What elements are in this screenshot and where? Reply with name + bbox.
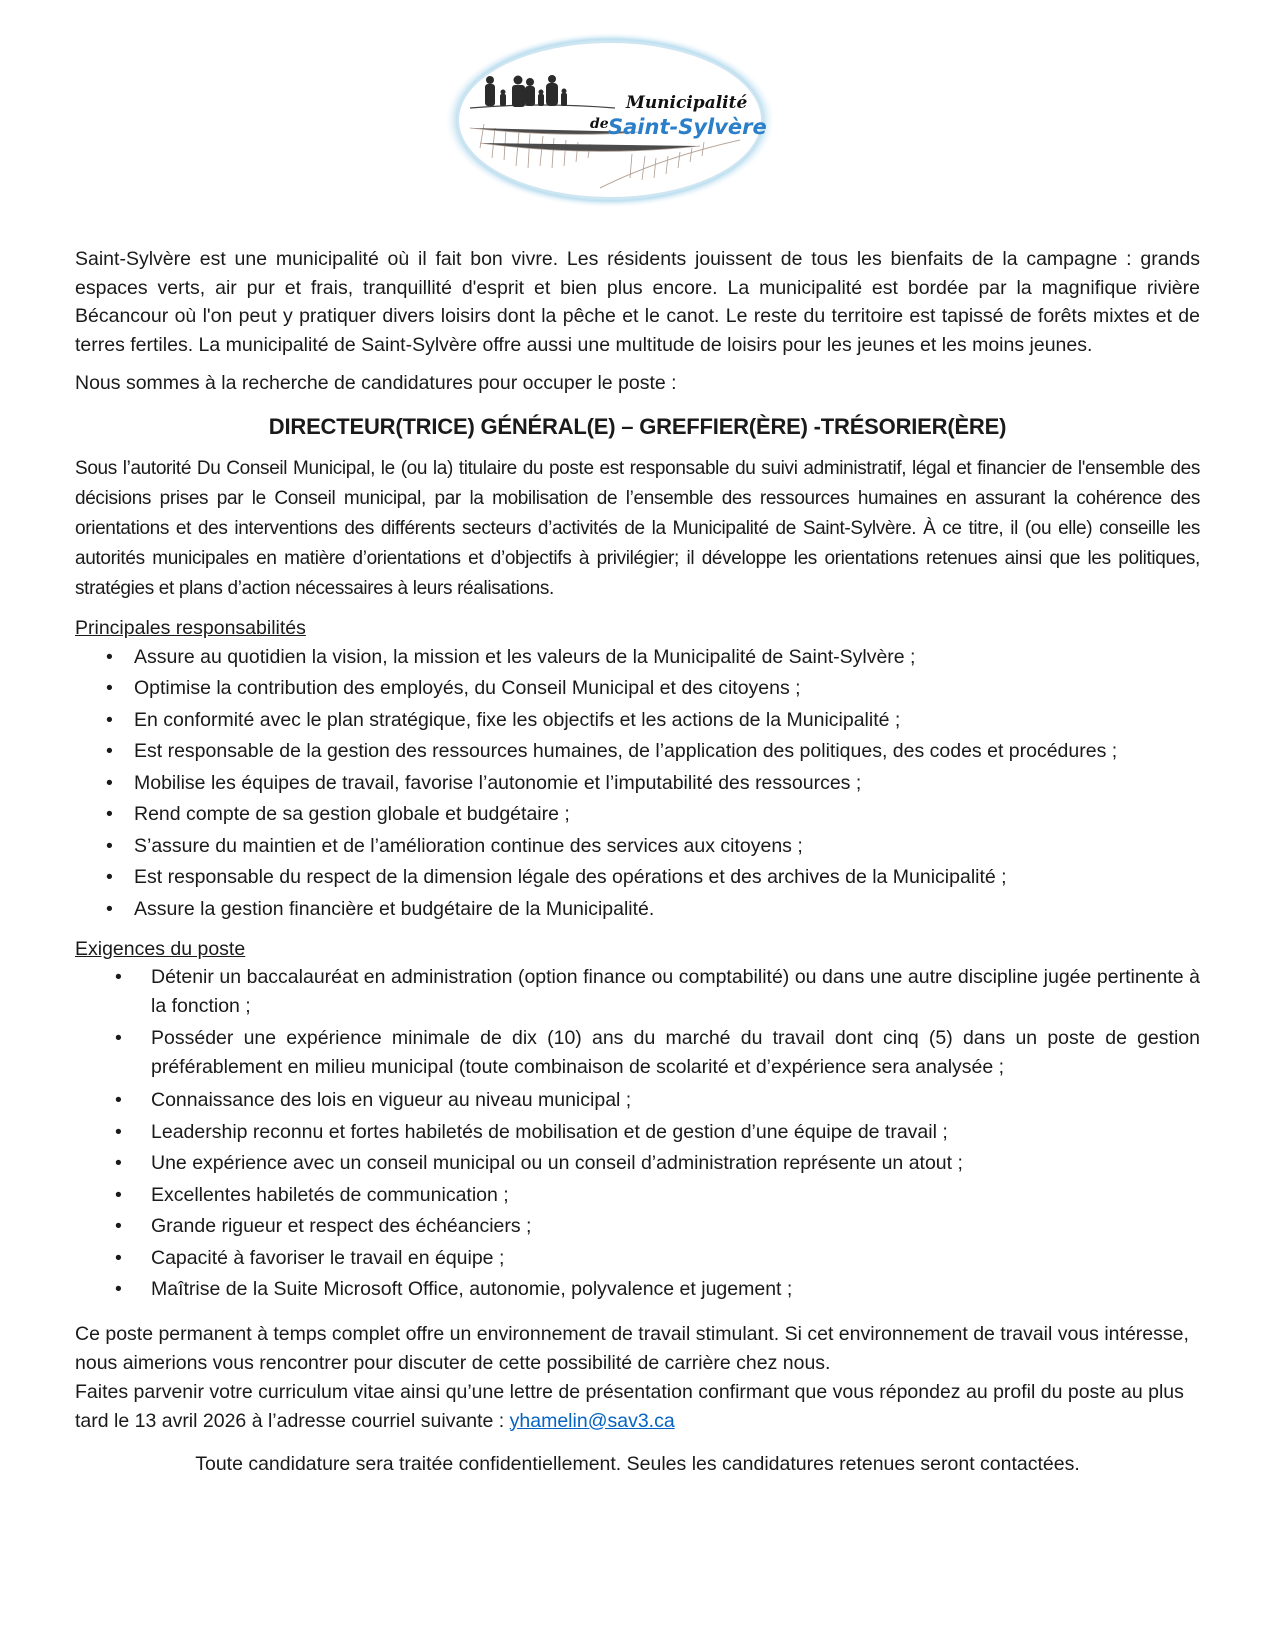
email-link[interactable]: yhamelin@sav3.ca — [509, 1409, 675, 1432]
bullet-icon: • — [115, 1246, 122, 1269]
list-item: • Est responsable du respect de la dimension légale des opérations et des archives de la Municipalité ; — [75, 862, 1200, 894]
bullet-icon: • — [106, 677, 113, 699]
list-item: • Est responsable de la gestion des ressources humaines, de l’application des politiques, des codes et procédures ; — [75, 736, 1200, 768]
bullet-icon: • — [115, 1183, 122, 1206]
application-instructions-text: Faites parvenir votre curriculum vitae ainsi qu’une lettre de présentation confirmant que vous répondez au profil du poste au plus tard le 13 avril 2026 à l’adresse courriel suivante : — [75, 1380, 1184, 1432]
bullet-icon: • — [106, 740, 113, 762]
list-item: • Une expérience avec un conseil municipal ou un conseil d’administration représente un atout ; — [75, 1148, 1200, 1180]
list-item: • S’assure du maintien et de l’amélioration continue des services aux citoyens ; — [75, 831, 1200, 863]
logo-de-text: de — [590, 116, 609, 132]
list-item: • Posséder une expérience minimale de dix (10) ans du marché du travail dont cinq (5) dans un poste de gestion préférablement en milieu municipal (toute combinaison de scolarité et d’expérience sera analysée ; — [75, 1024, 1200, 1082]
list-item: • En conformité avec le plan stratégique, fixe les objectifs et les actions de la Municipalité ; — [75, 705, 1200, 737]
list-item: • Mobilise les équipes de travail, favorise l’autonomie et l’imputabilité des ressources ; — [75, 768, 1200, 800]
bullet-icon: • — [106, 834, 113, 857]
list-item: • Capacité à favoriser le travail en équipe ; — [75, 1243, 1200, 1275]
bullet-icon: • — [115, 1278, 122, 1300]
bullet-icon: • — [115, 1089, 122, 1111]
lead-sentence: Nous sommes à la recherche de candidatures pour occuper le poste : — [75, 372, 677, 394]
bullet-icon: • — [106, 645, 113, 668]
bullet-icon: • — [106, 708, 113, 731]
logo-saint-sylvere-text: Saint-Sylvère — [608, 115, 767, 139]
list-item: • Rend compte de sa gestion globale et budgétaire ; — [75, 799, 1200, 831]
family-silhouette-field-logo-icon — [440, 28, 780, 213]
logo-municipalite-text: Municipalité — [626, 93, 748, 113]
responsibilities-list — [75, 642, 1200, 926]
responsibilities-heading: Principales responsabilités — [75, 616, 306, 639]
bullet-icon: • — [106, 771, 113, 794]
list-item: • Leadership reconnu et fortes habiletés de mobilisation et de gestion d’une équipe de travail ; — [75, 1117, 1200, 1149]
bullet-icon: • — [115, 1152, 122, 1174]
intro-paragraph: Saint-Sylvère est une municipalité où il fait bon vivre. Les résidents jouissent de tous les bienfaits de la campagne : grands espaces verts, air pur et frais, tranquillité d'esprit et bien plus encore. La municipalité est bordée par la magnifique rivière Bécancour où l'on peut y pratiquer divers loisirs dont la pêche et le canot. Le reste du territoire est tapissé de forêts mixtes et de terres fertiles. La municipalité de Saint-Sylvère offre aussi une multitude de loisirs pour les jeunes et les moins jeunes. — [75, 248, 1200, 356]
bullet-icon: • — [115, 1120, 122, 1143]
job-description: Sous l’autorité Du Conseil Municipal, le (ou la) titulaire du poste est responsable du suivi administratif, légal et financier de l'ensemble des décisions prises par le Conseil municipal, par la mobilisation de l’ensemble des ressources humaines en assurant la cohérence des orientations et des interventions des différents secteurs d’activités de la Municipalité de Saint-Sylvère. À ce titre, il (ou elle) conseille les autorités municipales en matière d’orientations et d’objectifs à privilégier; il développe les orientations retenues ainsi que les politiques, stratégies et plans d’action nécessaires à leurs réalisations. — [75, 457, 1200, 599]
list-item: • Détenir un baccalauréat en administration (option finance ou comptabilité) ou dans une autre discipline jugée pertinente à la fonction ; — [75, 963, 1200, 1021]
list-item: • Maîtrise de la Suite Microsoft Office, autonomie, polyvalence et jugement ; — [75, 1274, 1200, 1306]
closing-paragraph: Ce poste permanent à temps complet offre un environnement de travail stimulant. Si cet environnement de travail vous intéresse, nous aimerions vous rencontrer pour discuter de cette possibilité de carrière chez nous. — [75, 1322, 1189, 1374]
list-item: • Assure au quotidien la vision, la mission et les valeurs de la Municipalité de Saint-Sylvère ; — [75, 642, 1200, 674]
document-body — [75, 245, 1200, 1479]
bullet-icon: • — [106, 866, 113, 888]
application-instructions — [75, 1378, 1200, 1436]
requirements-heading: Exigences du poste — [75, 938, 246, 960]
list-item: • Optimise la contribution des employés, du Conseil Municipal et des citoyens ; — [75, 673, 1200, 705]
bullet-icon: • — [115, 966, 122, 988]
confidentiality-note: Toute candidature sera traitée confidentiellement. Seules les candidatures retenues seront contactées. — [195, 1452, 1080, 1475]
requirements-list — [75, 963, 1200, 1306]
job-title: DIRECTEUR(TRICE) GÉNÉRAL(E) – GREFFIER(ÈRE) -TRÉSORIER(ÈRE) — [268, 413, 1007, 439]
municipality-logo — [440, 28, 780, 213]
bullet-icon: • — [115, 1027, 122, 1049]
bullet-icon: • — [106, 897, 113, 920]
list-item: • Connaissance des lois en vigueur au niveau municipal ; — [75, 1085, 1200, 1117]
list-item: • Excellentes habiletés de communication ; — [75, 1180, 1200, 1212]
bullet-icon: • — [115, 1215, 122, 1237]
bullet-icon: • — [106, 803, 113, 825]
list-item: • Assure la gestion financière et budgétaire de la Municipalité. — [75, 894, 1200, 926]
list-item: • Grande rigueur et respect des échéanciers ; — [75, 1211, 1200, 1243]
